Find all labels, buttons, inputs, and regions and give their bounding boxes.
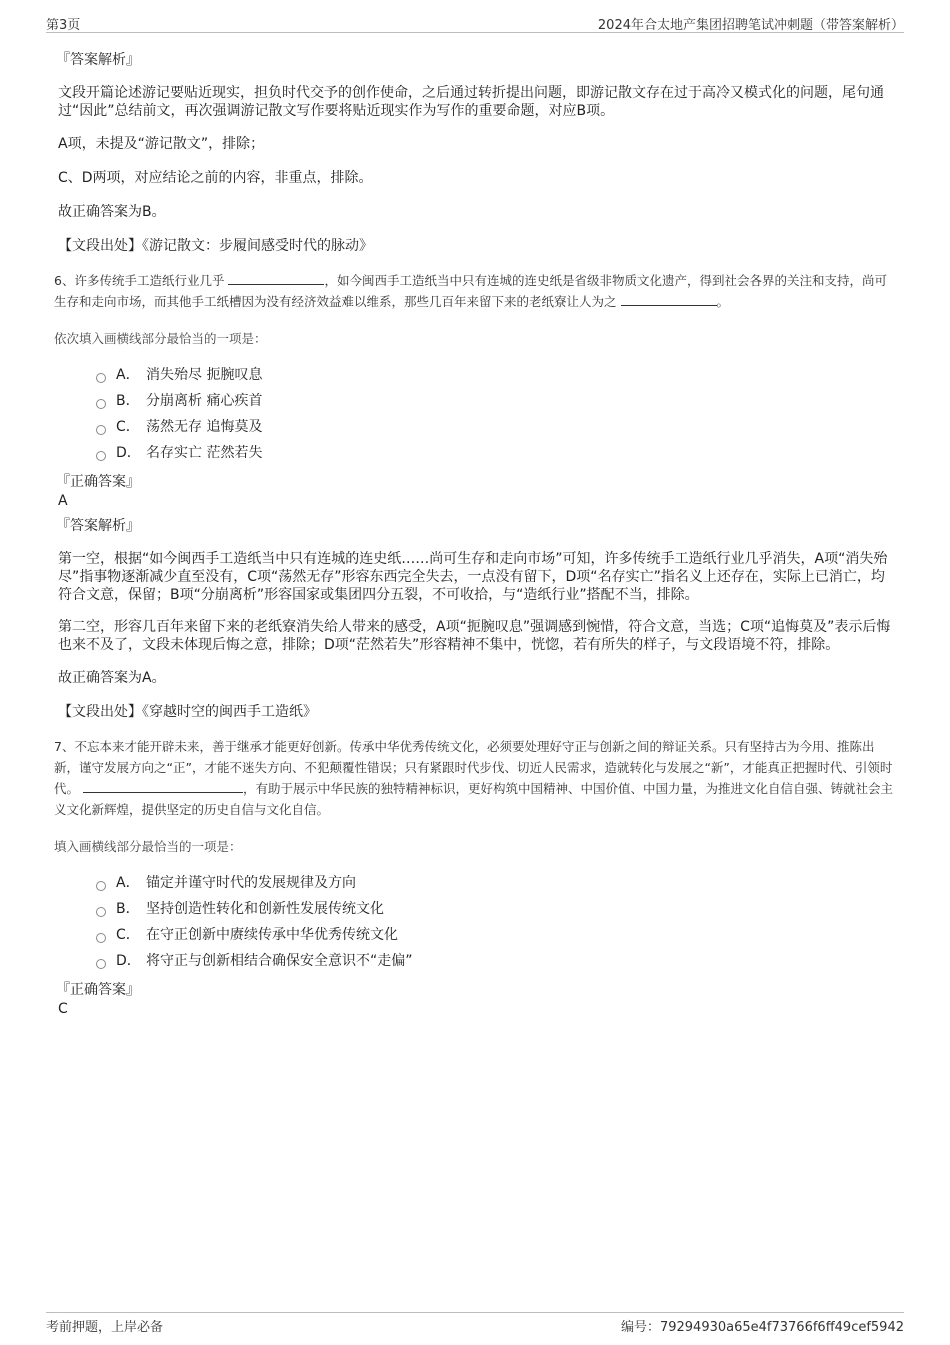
radio-icon[interactable] xyxy=(96,373,106,383)
question-7-option-a[interactable] xyxy=(96,870,896,896)
question-6-source: 【文段出处】《穿越时空的闽西手工造纸》 xyxy=(58,704,317,720)
question-6-option-c[interactable] xyxy=(96,414,896,440)
prev-analysis-option-a: A项，未提及“游记散文”，排除； xyxy=(58,136,265,152)
question-6-blank-1 xyxy=(228,272,324,285)
question-7-options xyxy=(96,870,896,974)
option-letter: B． xyxy=(116,901,140,917)
question-7-option-d[interactable] xyxy=(96,948,896,974)
question-6-part3: 。 xyxy=(716,294,730,309)
page-footer xyxy=(46,1312,904,1335)
question-6-part1: 6、许多传统手工造纸行业几乎 xyxy=(54,273,225,288)
prev-analysis-option-cd: C、D两项，对应结论之前的内容，非重点，排除。 xyxy=(58,170,373,186)
radio-icon[interactable] xyxy=(96,907,106,917)
option-letter: A． xyxy=(116,367,140,383)
option-letter: C． xyxy=(116,927,140,943)
question-6-part2: ，如今闽西手工造纸当中只有连城的连史纸是省级非物质文化遗产，得到社会各界的关注和支持，尚可生存和走向市场，而其他手工纸槽因为没有经济效益难以维系，那些几百年来留下来的老纸寮让人为之 xyxy=(54,273,887,309)
question-7-text xyxy=(54,736,896,820)
option-letter: B． xyxy=(116,393,140,409)
question-7-correct-answer: C xyxy=(58,1001,68,1017)
question-7-part2: ，有助于展示中华民族的独特精神标识，更好构筑中国精神、中国价值、中国力量，为推进文化自信自强、铸就社会主义文化新辉煌，提供坚定的历史自信与文化自信。 xyxy=(54,781,894,817)
question-6-option-b[interactable] xyxy=(96,388,896,414)
radio-icon[interactable] xyxy=(96,425,106,435)
radio-icon[interactable] xyxy=(96,933,106,943)
option-letter: D． xyxy=(116,953,141,969)
page-number: 第3页 xyxy=(46,18,81,33)
page-header xyxy=(46,12,904,33)
option-text: 消失殆尽 扼腕叹息 xyxy=(146,367,263,383)
question-6-analysis-2: 第二空，形容几百年来留下来的老纸寮消失给人带来的感受，A项“扼腕叹息”强调感到惋惜，符合文意，当选；C项“追悔莫及”表示后悔也来不及了，文段未体现后悔之意，排除；D项“茫然若失”形容精神不集中，恍惚，若有所失的样子，与文段语境不符，排除。 xyxy=(58,619,891,653)
question-7-option-c[interactable] xyxy=(96,922,896,948)
question-7-blank xyxy=(83,780,243,793)
question-6-conclusion: 故正确答案为A。 xyxy=(58,670,166,686)
question-6-correct-answer: A xyxy=(58,493,68,509)
option-text: 在守正创新中赓续传承中华优秀传统文化 xyxy=(146,927,398,943)
footer-serial: 编号：79294930a65e4f73766f6ff49cef5942 xyxy=(620,1320,904,1335)
option-text: 锚定并谨守时代的发展规律及方向 xyxy=(146,875,356,891)
question-6-instruction: 依次填入画横线部分最恰当的一项是： xyxy=(54,331,267,346)
prev-source: 【文段出处】《游记散文：步履间感受时代的脉动》 xyxy=(58,238,373,254)
option-letter: C． xyxy=(116,419,140,435)
page-content xyxy=(56,44,896,1018)
radio-icon[interactable] xyxy=(96,399,106,409)
question-7-instruction: 填入画横线部分最恰当的一项是： xyxy=(54,839,242,854)
question-6-analysis-label: 『答案解析』 xyxy=(56,518,140,534)
option-text: 名存实亡 茫然若失 xyxy=(146,445,263,461)
prev-analysis-label: 『答案解析』 xyxy=(56,52,140,68)
radio-icon[interactable] xyxy=(96,881,106,891)
prev-analysis-paragraph: 文段开篇论述游记要贴近现实，担负时代交予的创作使命，之后通过转折提出问题，即游记散文存在过于高冷又模式化的问题，尾句通过“因此”总结前文，再次强调游记散文写作要将贴近现实作为写作的重要命题，对应B项。 xyxy=(58,85,884,119)
question-7-correct-label: 『正确答案』 xyxy=(56,982,140,998)
question-6-text xyxy=(54,270,896,312)
option-text: 分崩离析 痛心疾首 xyxy=(146,393,263,409)
question-7-option-b[interactable] xyxy=(96,896,896,922)
radio-icon[interactable] xyxy=(96,451,106,461)
question-6-analysis-1: 第一空，根据“如今闽西手工造纸当中只有连城的连史纸……尚可生存和走向市场”可知，许多传统手工造纸行业几乎消失，A项“消失殆尽”指事物逐渐减少直至没有，C项“荡然无存”形容东西完全失去，一点没有留下，D项“名存实亡”指名义上还存在，实际上已消亡，均符合文意，保留；B项“分崩离析”形容国家或集团四分五裂，不可收拾，与“造纸行业”搭配不当，排除。 xyxy=(58,551,888,603)
option-text: 将守正与创新相结合确保安全意识不“走偏” xyxy=(146,953,413,969)
question-6-option-a[interactable] xyxy=(96,362,896,388)
question-6-option-d[interactable] xyxy=(96,440,896,466)
prev-conclusion: 故正确答案为B。 xyxy=(58,204,166,220)
document-title: 2024年合太地产集团招聘笔试冲刺题（带答案解析） xyxy=(597,18,904,33)
question-6-blank-2 xyxy=(621,293,717,306)
option-text: 坚持创造性转化和创新性发展传统文化 xyxy=(146,901,384,917)
option-letter: A． xyxy=(116,875,140,891)
option-letter: D． xyxy=(116,445,141,461)
question-6-correct-label: 『正确答案』 xyxy=(56,474,140,490)
question-6-options xyxy=(96,362,896,466)
option-text: 荡然无存 追悔莫及 xyxy=(146,419,263,435)
radio-icon[interactable] xyxy=(96,959,106,969)
question-7-part1: 7、不忘本来才能开辟未来，善于继承才能更好创新。传承中华优秀传统文化，必须要处理好守正与创新之间的辩证关系。只有坚持古为今用、推陈出新，谨守发展方向之“正”，才能不迷失方向、不犯颠覆性错误；只有紧跟时代步伐、切近人民需求，造就转化与发展之“新”，才能真正把握时代、引领时代。 xyxy=(54,739,893,796)
footer-slogan: 考前押题，上岸必备 xyxy=(46,1320,164,1335)
